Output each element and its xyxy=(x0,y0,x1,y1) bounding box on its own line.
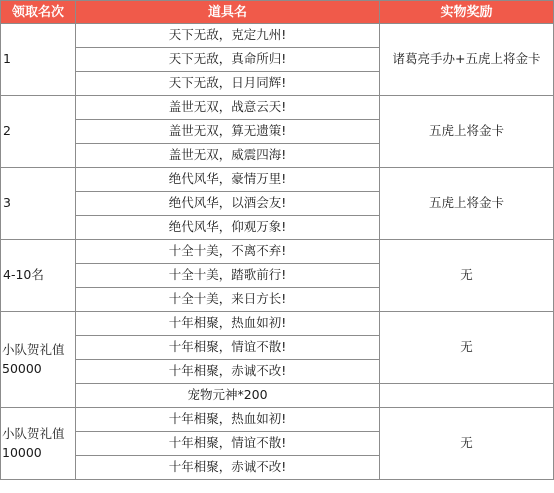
item-cell: 盖世无双，威震四海! xyxy=(76,144,380,168)
table-row xyxy=(1,240,554,264)
item-cell: 盖世无双，战意云天! xyxy=(76,96,380,120)
table-row xyxy=(1,24,554,48)
table-row xyxy=(1,96,554,120)
rank-line-1: 小队贺礼值 xyxy=(2,426,65,442)
item-cell: 宠物元神*200 xyxy=(76,384,380,408)
reward-cell: 无 xyxy=(380,408,554,480)
item-cell: 十年相聚，赤诚不改! xyxy=(76,456,380,480)
item-cell: 十全十美，来日方长! xyxy=(76,288,380,312)
rank-cell: 3 xyxy=(1,168,76,240)
item-cell: 绝代风华，以酒会友! xyxy=(76,192,380,216)
reward-cell: 五虎上将金卡 xyxy=(380,96,554,168)
item-cell: 十年相聚，热血如初! xyxy=(76,312,380,336)
table-row xyxy=(1,312,554,336)
rank-cell xyxy=(1,408,76,480)
rank-line-2: 10000 xyxy=(2,444,42,460)
rank-line-1: 小队贺礼值 xyxy=(2,342,65,358)
item-cell: 十全十美，踏歌前行! xyxy=(76,264,380,288)
item-cell: 十年相聚，情谊不散! xyxy=(76,432,380,456)
rank-cell: 4-10名 xyxy=(1,240,76,312)
table-row xyxy=(1,168,554,192)
item-cell: 十年相聚，热血如初! xyxy=(76,408,380,432)
header-rank: 领取名次 xyxy=(1,1,76,24)
reward-cell: 五虎上将金卡 xyxy=(380,168,554,240)
item-cell: 盖世无双，算无遗策! xyxy=(76,120,380,144)
rank-cell: 1 xyxy=(1,24,76,96)
item-cell: 十全十美，不离不弃! xyxy=(76,240,380,264)
reward-cell: 诸葛亮手办+五虎上将金卡 xyxy=(380,24,554,96)
item-cell: 天下无敌，真命所归! xyxy=(76,48,380,72)
header-reward: 实物奖励 xyxy=(380,1,554,24)
header-row xyxy=(1,1,554,24)
item-cell: 天下无敌，日月同辉! xyxy=(76,72,380,96)
item-cell: 十年相聚，赤诚不改! xyxy=(76,360,380,384)
reward-cell: 无 xyxy=(380,312,554,384)
item-cell: 十年相聚，情谊不散! xyxy=(76,336,380,360)
table-row xyxy=(1,384,554,408)
rank-line-2: 50000 xyxy=(2,360,42,376)
item-cell: 天下无敌，克定九州! xyxy=(76,24,380,48)
rank-cell: 2 xyxy=(1,96,76,168)
reward-cell: 无 xyxy=(380,240,554,312)
table-row xyxy=(1,408,554,432)
item-cell: 绝代风华，仰观万象! xyxy=(76,216,380,240)
reward-cell-empty xyxy=(380,384,554,408)
rank-cell xyxy=(1,312,76,408)
item-cell: 绝代风华，豪情万里! xyxy=(76,168,380,192)
header-item: 道具名 xyxy=(76,1,380,24)
